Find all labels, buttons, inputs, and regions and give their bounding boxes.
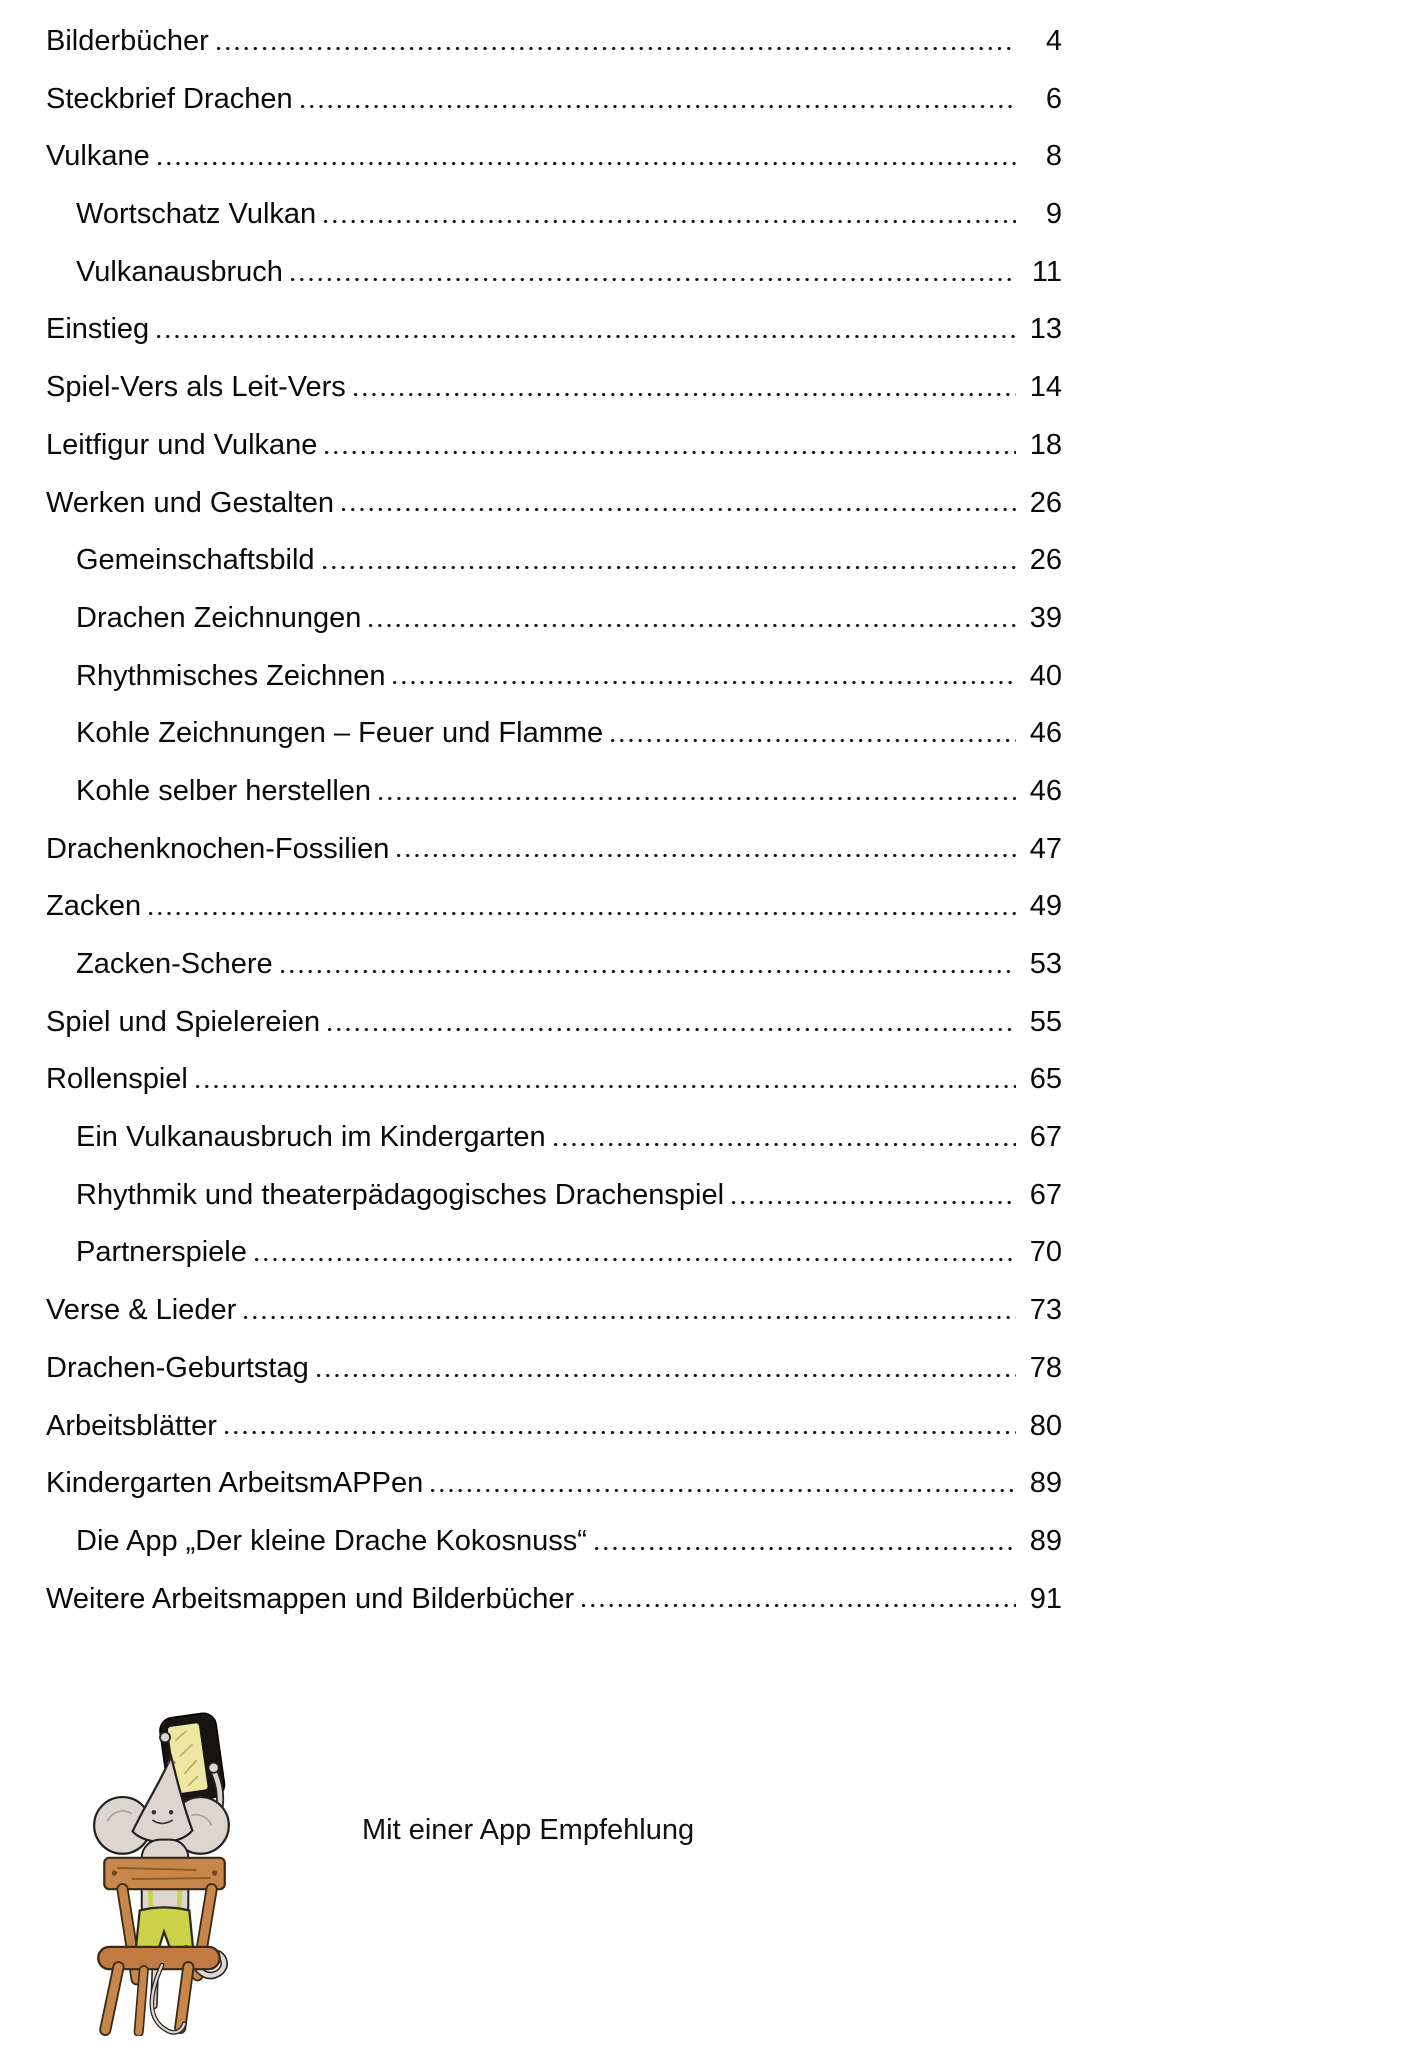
toc-entry[interactable] bbox=[46, 532, 1062, 590]
toc-entry-page: 26 bbox=[1029, 544, 1062, 577]
toc-entry[interactable] bbox=[46, 128, 1062, 186]
toc-entry[interactable] bbox=[46, 417, 1062, 475]
toc-entry[interactable] bbox=[46, 648, 1062, 706]
toc-entry[interactable] bbox=[46, 1340, 1062, 1398]
dot-leader bbox=[397, 854, 1016, 857]
toc-entry[interactable] bbox=[46, 878, 1062, 936]
dot-leader bbox=[301, 105, 1016, 108]
toc-entry[interactable] bbox=[46, 186, 1062, 244]
toc-entry-label: Kindergarten ArbeitsmAPPen bbox=[46, 1467, 424, 1500]
toc-entry-page: 89 bbox=[1029, 1524, 1062, 1557]
mouse-eye-right bbox=[169, 1810, 173, 1814]
dot-leader bbox=[244, 1316, 1016, 1319]
toc-entry-label: Weitere Arbeitsmappen und Bilderbücher bbox=[46, 1582, 575, 1615]
toc-entry-page: 67 bbox=[1029, 1121, 1062, 1154]
dot-leader bbox=[393, 681, 1016, 684]
toc-entry[interactable] bbox=[46, 1455, 1062, 1513]
toc-entry[interactable] bbox=[46, 1051, 1062, 1109]
toc-entry-label: Wortschatz Vulkan bbox=[76, 198, 317, 231]
toc-entry[interactable] bbox=[46, 1224, 1062, 1282]
dot-leader bbox=[149, 912, 1016, 915]
app-recommendation-caption: Mit einer App Empfehlung bbox=[362, 1814, 695, 1846]
toc-entry-label: Rhythmik und theaterpädagogisches Drachenspiel bbox=[76, 1178, 725, 1211]
dot-leader bbox=[611, 739, 1016, 742]
toc-entry[interactable] bbox=[46, 936, 1062, 994]
toc-entry-label: Zacken bbox=[46, 890, 142, 923]
toc-entry-label: Spiel-Vers als Leit-Vers bbox=[46, 371, 346, 404]
toc-entry[interactable] bbox=[46, 1513, 1062, 1571]
mouse-left-paw bbox=[160, 1732, 170, 1742]
dot-leader bbox=[291, 278, 1016, 281]
mouse-on-chair-illustration bbox=[90, 1710, 236, 2036]
toc-entry-label: Leitfigur und Vulkane bbox=[46, 428, 318, 461]
mouse-shorts bbox=[136, 1907, 194, 1951]
dot-leader bbox=[255, 1258, 1016, 1261]
toc-entry-label: Zacken-Schere bbox=[76, 948, 273, 980]
toc-entry[interactable] bbox=[46, 1571, 1062, 1629]
toc-entry-label: Bilderbücher bbox=[46, 25, 209, 57]
toc-entry-label: Verse & Lieder bbox=[46, 1294, 237, 1327]
toc-entry-page: 46 bbox=[1029, 774, 1062, 807]
dot-leader bbox=[324, 220, 1016, 223]
toc-entry-page: 67 bbox=[1029, 1178, 1062, 1211]
dot-leader bbox=[369, 624, 1016, 627]
toc-entry-page: 46 bbox=[1029, 717, 1062, 750]
toc-entry-page: 4 bbox=[1045, 25, 1062, 57]
toc-entry-page: 26 bbox=[1029, 486, 1062, 519]
dot-leader bbox=[325, 451, 1016, 454]
toc-entry-label: Steckbrief Drachen bbox=[46, 82, 293, 115]
toc-entry[interactable] bbox=[46, 705, 1062, 763]
toc-entry-label: Vulkane bbox=[46, 140, 150, 173]
toc-entry[interactable] bbox=[46, 1282, 1062, 1340]
toc-entry-label: Arbeitsblätter bbox=[46, 1409, 217, 1442]
mouse-eye-left bbox=[152, 1810, 156, 1814]
dot-leader bbox=[317, 1374, 1016, 1377]
toc-entry-label: Drachen Zeichnungen bbox=[76, 601, 362, 634]
toc-entry-label: Drachenknochen-Fossilien bbox=[46, 832, 390, 865]
toc-entry-label: Vulkanausbruch bbox=[76, 255, 283, 288]
toc-entry-page: 9 bbox=[1045, 198, 1062, 231]
dot-leader bbox=[281, 970, 1016, 973]
toc-entry[interactable] bbox=[46, 1398, 1062, 1456]
toc-entry-label: Rollenspiel bbox=[46, 1063, 188, 1096]
dot-leader bbox=[328, 1028, 1016, 1031]
toc-entry-label: Ein Vulkanausbruch im Kindergarten bbox=[76, 1121, 546, 1154]
toc-entry-page: 65 bbox=[1029, 1063, 1062, 1096]
toc-entry[interactable] bbox=[46, 13, 1062, 71]
dot-leader bbox=[217, 47, 1016, 50]
toc-entry-page: 11 bbox=[1031, 255, 1062, 288]
dot-leader bbox=[342, 508, 1016, 511]
toc-entry-label: Gemeinschaftsbild bbox=[76, 544, 315, 577]
toc-entry[interactable] bbox=[46, 1109, 1062, 1167]
toc-entry-label: Spiel und Spielereien bbox=[46, 1005, 321, 1038]
toc-entry-page: 40 bbox=[1029, 659, 1062, 692]
toc-entry-page: 13 bbox=[1029, 313, 1062, 346]
toc-entry-label: Rhythmisches Zeichnen bbox=[76, 659, 386, 692]
toc-entry[interactable] bbox=[46, 301, 1062, 359]
toc-entry-page: 89 bbox=[1029, 1467, 1062, 1500]
chair-legs bbox=[105, 1967, 188, 2032]
toc-entry-page: 73 bbox=[1029, 1294, 1062, 1327]
toc-entry-label: Die App „Der kleine Drache Kokosnuss“ bbox=[76, 1524, 587, 1557]
toc-entry-page: 78 bbox=[1029, 1351, 1062, 1384]
toc-entry-page: 18 bbox=[1029, 428, 1062, 461]
dot-leader bbox=[196, 1085, 1016, 1088]
dot-leader bbox=[354, 393, 1016, 396]
dot-leader bbox=[323, 566, 1016, 569]
toc-entry[interactable] bbox=[46, 590, 1062, 648]
toc-entry[interactable] bbox=[46, 994, 1062, 1052]
dot-leader bbox=[595, 1547, 1016, 1550]
dot-leader bbox=[158, 162, 1016, 165]
toc-entry-page: 80 bbox=[1029, 1409, 1062, 1442]
toc-entry[interactable] bbox=[46, 359, 1062, 417]
mouse-illustration-svg bbox=[90, 1710, 236, 2036]
dot-leader bbox=[379, 797, 1016, 800]
toc-entry-page: 70 bbox=[1029, 1236, 1062, 1269]
toc-entry[interactable] bbox=[46, 821, 1062, 879]
toc-entry-page: 47 bbox=[1029, 832, 1062, 865]
toc-entry-label: Kohle selber herstellen bbox=[76, 774, 372, 807]
dot-leader bbox=[732, 1201, 1016, 1204]
dot-leader bbox=[431, 1489, 1016, 1492]
dot-leader bbox=[157, 335, 1016, 338]
toc-entry-page: 14 bbox=[1029, 371, 1062, 404]
dot-leader bbox=[554, 1143, 1016, 1146]
dot-leader bbox=[582, 1604, 1016, 1607]
toc-entry-page: 6 bbox=[1045, 82, 1062, 115]
toc-entry-page: 49 bbox=[1029, 890, 1062, 923]
toc-entry-page: 53 bbox=[1029, 948, 1062, 980]
toc-entry-label: Kohle Zeichnungen – Feuer und Flamme bbox=[76, 717, 604, 750]
dot-leader bbox=[225, 1431, 1016, 1434]
table-of-contents bbox=[46, 13, 1062, 1628]
toc-entry[interactable] bbox=[46, 244, 1062, 302]
toc-entry-page: 39 bbox=[1029, 601, 1062, 634]
toc-entry-page: 8 bbox=[1045, 140, 1062, 173]
toc-entry[interactable] bbox=[46, 1167, 1062, 1225]
toc-entry-label: Werken und Gestalten bbox=[46, 486, 335, 519]
toc-entry-label: Partnerspiele bbox=[76, 1236, 247, 1269]
toc-entry[interactable] bbox=[46, 71, 1062, 129]
toc-entry-page: 55 bbox=[1029, 1005, 1062, 1038]
toc-entry-label: Einstieg bbox=[46, 313, 150, 346]
toc-entry-label: Drachen-Geburtstag bbox=[46, 1351, 309, 1384]
toc-entry[interactable] bbox=[46, 475, 1062, 533]
toc-entry[interactable] bbox=[46, 763, 1062, 821]
toc-entry-page: 91 bbox=[1029, 1582, 1062, 1615]
